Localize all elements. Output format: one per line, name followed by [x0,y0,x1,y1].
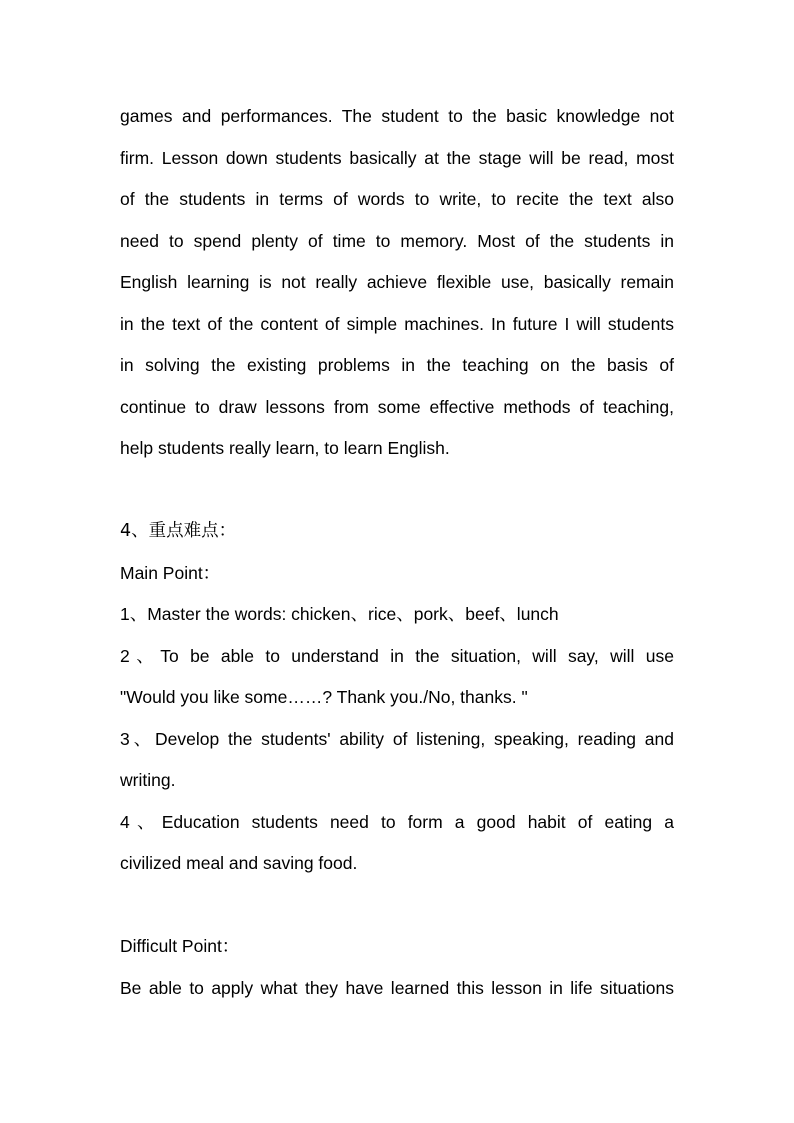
text-line: help students really learn, to learn English. [120,438,450,458]
text-line: of the students in terms of words to write, to recite the text also [120,189,674,209]
text-line: 3、Develop the students' ability of listening, speaking, reading and [120,728,674,749]
text-line: "Would you like some……? Thank you./No, thanks. " [120,687,528,707]
text-line: need to spend plenty of time to memory. Most of the students in [120,230,674,251]
difficult-point-text [120,968,674,1010]
paragraph-spacer [120,885,674,927]
main-point-item-1 [120,594,674,636]
main-point-label: Main Point： [120,562,221,583]
text-line: civilized meal and saving food. [120,853,358,873]
text-line: in solving the existing problems in the teaching on the basis of [120,355,674,375]
text-line: 4、Education students need to form a good habit of eating a [120,811,674,832]
text-line: continue to draw lessons from some effective methods of teaching, [120,396,674,417]
section-heading: 4、重点难点： [120,521,237,541]
text-line: writing. [120,770,176,790]
text-line: 1、Master the words: chicken、rice、pork、beef、lunch [120,604,559,624]
text-line: in the text of the content of simple machines. In future I will students [120,313,674,334]
intro-paragraph [120,96,674,470]
text-line: firm. Lesson down students basically at the stage will be read, most [120,147,674,168]
document-body [120,96,674,1009]
text-line: Be able to apply what they have learned this lesson in life situations [120,977,674,998]
paragraph-spacer [120,470,674,512]
main-point-item-2 [120,636,674,719]
text-line: English learning is not really achieve flexible use, basically remain [120,272,674,292]
main-point-item-3 [120,719,674,802]
difficult-point-label: Difficult Point： [120,936,240,956]
text-line: 2、To be able to understand in the situation, will say, will use [120,645,674,666]
main-point-item-4 [120,802,674,885]
text-line: games and performances. The student to the basic knowledge not [120,106,674,126]
